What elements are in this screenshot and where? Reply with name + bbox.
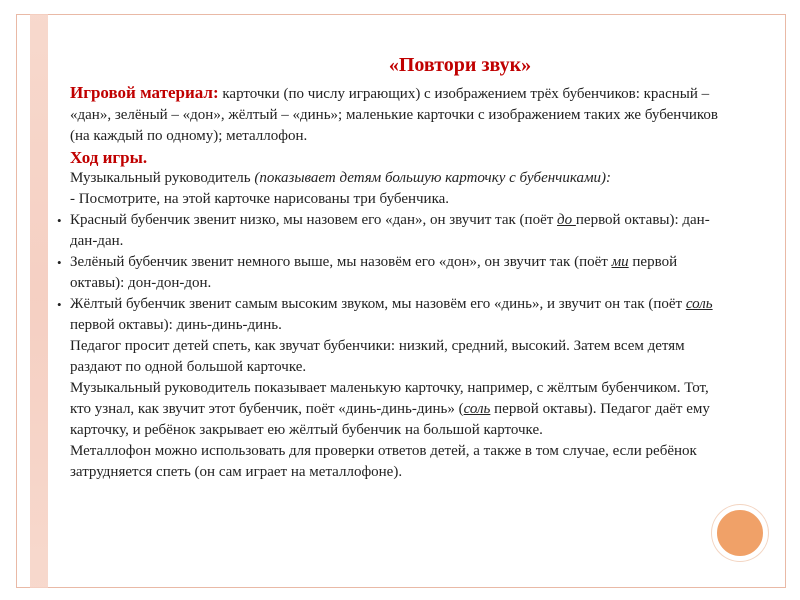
note-name: ми [611,254,629,270]
bullet-text: Красный бубенчик звенит низко, мы назовем его «дан», он звучит так (поёт [70,212,558,228]
paragraph-3: Металлофон можно использовать для проверки ответов детей, а также в том случае, если ребёнок затрудняется спеть (он сам играет на металлофоне). [70,443,697,480]
game-heading: Ход игры. [70,148,148,167]
paragraph-1: Педагог просит детей спеть, как звучат бубенчики: низкий, средний, высокий. Затем всем детям раздают по одной большой карточке. [70,338,685,375]
bullet-text: первой октавы): дон-дон-дон. [70,254,678,291]
bullet-item [57,210,730,252]
note-name: до [557,212,576,228]
slide-title: «Повтори звук» [388,54,532,76]
game-intro [70,168,730,189]
bullet-text: первой октавы): дан-дан-дан. [70,212,710,249]
decorative-left-bar [30,14,48,588]
para2-text: первой октавы). Педагог даёт ему карточку, и ребёнок закрывает ею жёлтый бубенчик на большой карточке. [70,401,710,438]
bullet-icon: • [57,297,62,312]
decorative-circle [712,505,768,561]
bullet-item [57,294,730,336]
bullet-text: первой октавы): динь-динь-динь. [70,317,282,333]
intro-italic: (показывает детям большую карточку с бубенчиками): [254,170,612,186]
slide-content [57,82,730,483]
intro-lead: Музыкальный руководитель [70,170,255,186]
material-paragraph [70,82,730,147]
paragraph-2 [70,378,730,441]
para2-text: Музыкальный руководитель показывает маленькую карточку, например, с жёлтым бубенчиком. Тот, кто узнал, как звучит этот бубенчик, поёт «динь-динь-динь» ( [70,380,709,417]
game-line1: - Посмотрите, на этой карточке нарисованы три бубенчика. [70,191,450,207]
note-name: соль [685,296,713,312]
bullet-icon: • [57,255,62,270]
bullet-text: Жёлтый бубенчик звенит самым высоким звуком, мы назовём его «динь», и звучит он так (поёт [70,296,686,312]
bullet-text: Зелёный бубенчик звенит немного выше, мы назовём его «дон», он звучит так (поёт [70,254,612,270]
bullet-item [57,252,730,294]
material-heading: Игровой материал: [70,83,219,102]
note-name: соль [463,401,491,417]
material-text: карточки (по числу играющих) с изображением трёх бубенчиков: красный – «дан», зелёный – «дон», жёлтый – «динь»; маленькие карточки с изображением таких же бубенчиков (на каждый по одному); металлофон. [70,86,718,144]
bullet-icon: • [57,213,62,228]
